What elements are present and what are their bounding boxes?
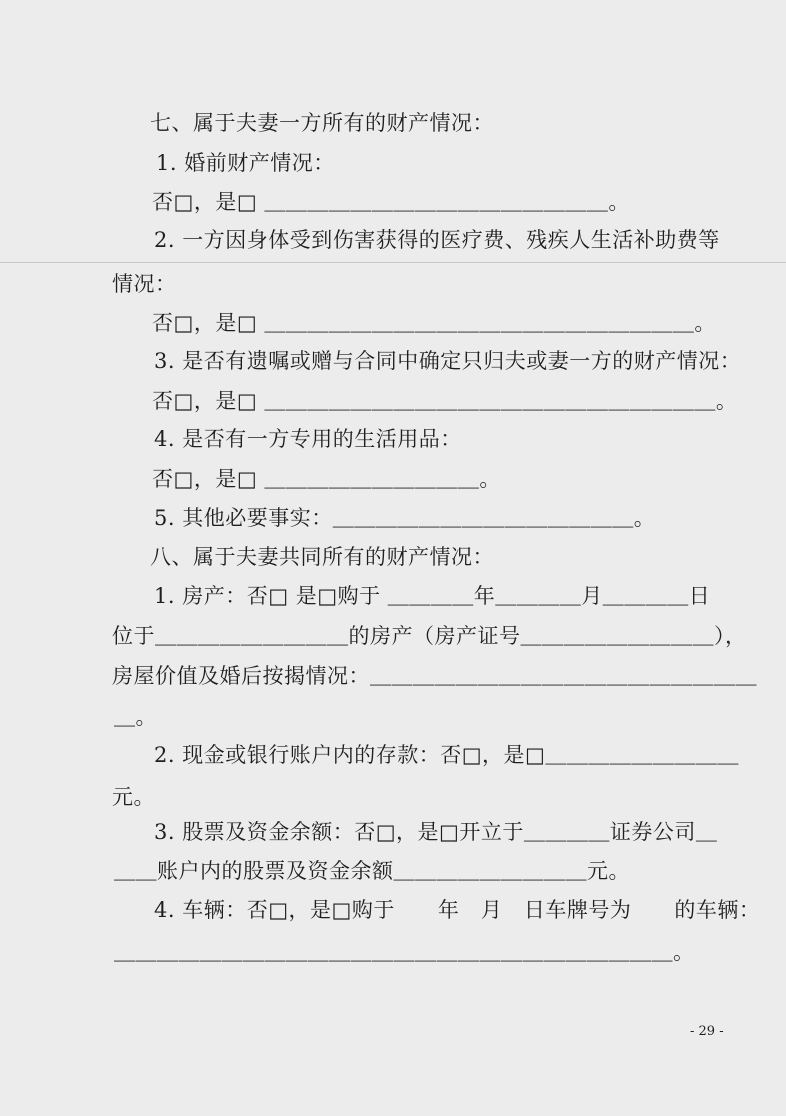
item-7-1-label: 1. 婚前财产情况： [156, 151, 335, 175]
item-8-1-line4: ＿。 [114, 705, 157, 729]
item-8-2-line1: 2. 现金或银行账户内的存款：否□，是□＿＿＿＿＿＿＿＿＿ [154, 743, 739, 767]
item-8-4-line1: 4. 车辆：否□，是□购于 年 月 日车牌号为 的车辆： [154, 898, 761, 922]
section-8-heading: 八、属于夫妻共同所有的财产情况： [150, 545, 494, 569]
item-8-1-line3: 房屋价值及婚后按揭情况：＿＿＿＿＿＿＿＿＿＿＿＿＿＿＿＿＿＿ [112, 664, 757, 688]
item-8-3-line1: 3. 股票及资金余额：否□，是□开立于＿＿＿＿证券公司＿ [154, 820, 718, 844]
item-8-3-line2: ＿＿账户内的股票及资金余额＿＿＿＿＿＿＿＿＿元。 [114, 859, 630, 883]
page-number: - 29 - [690, 1024, 724, 1039]
section-7-heading: 七、属于夫妻一方所有的财产情况： [150, 111, 494, 135]
item-7-3-label: 3. 是否有遗嘱或赠与合同中确定只归夫或妻一方的财产情况： [154, 349, 742, 373]
item-8-1-line1: 1. 房产：否□ 是□购于 ＿＿＿＿年＿＿＿＿月＿＿＿＿日 [154, 584, 711, 608]
item-7-3-answer: 否□，是□ ＿＿＿＿＿＿＿＿＿＿＿＿＿＿＿＿＿＿＿＿＿。 [152, 389, 738, 413]
item-7-4-answer: 否□，是□ ＿＿＿＿＿＿＿＿＿＿。 [152, 467, 501, 491]
item-8-2-line2: 元。 [112, 785, 155, 809]
item-7-5-line: 5. 其他必要事实：＿＿＿＿＿＿＿＿＿＿＿＿＿＿。 [154, 506, 656, 530]
item-8-1-line2: 位于＿＿＿＿＿＿＿＿＿的房产（房产证号＿＿＿＿＿＿＿＿＿）， [112, 624, 747, 648]
item-7-4-label: 4. 是否有一方专用的生活用品： [154, 427, 462, 451]
item-7-2-label: 2. 一方因身体受到伤害获得的医疗费、残疾人生活补助费等 [154, 228, 720, 252]
item-7-2-label-cont: 情况： [112, 272, 177, 296]
page-fold-line [0, 262, 786, 263]
item-8-4-line2: ＿＿＿＿＿＿＿＿＿＿＿＿＿＿＿＿＿＿＿＿＿＿＿＿＿＿。 [114, 940, 695, 964]
item-7-1-answer: 否□，是□ ＿＿＿＿＿＿＿＿＿＿＿＿＿＿＿＿。 [152, 190, 630, 214]
item-7-2-answer: 否□，是□ ＿＿＿＿＿＿＿＿＿＿＿＿＿＿＿＿＿＿＿＿。 [152, 311, 716, 335]
